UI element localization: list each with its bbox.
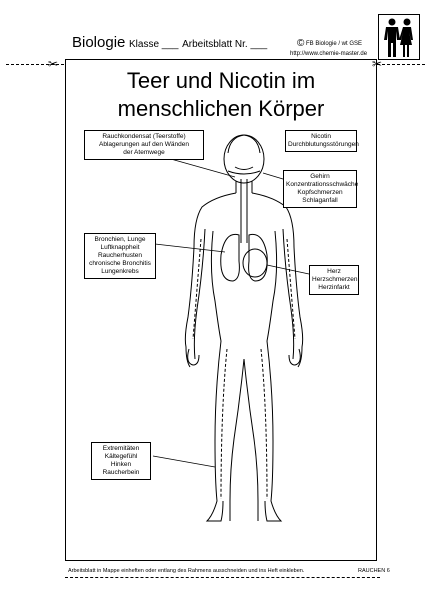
label-line: der Atemwege <box>123 149 165 156</box>
label-gehirn <box>283 170 357 208</box>
label-herz <box>309 265 359 295</box>
label-line: Konzentrationsschwäche <box>286 181 359 188</box>
label-heading: Gehirn <box>310 173 330 180</box>
label-line: Herzschmerzen <box>312 276 358 283</box>
label-extremitaeten <box>91 442 151 480</box>
header-title <box>72 34 267 51</box>
class-label: Klasse ___ <box>129 39 179 50</box>
label-bronchien <box>84 233 156 279</box>
label-rauchkondensat <box>84 130 204 160</box>
cut-line-right <box>377 64 425 65</box>
label-line: Luftknappheit <box>100 244 140 251</box>
footer-code: RAUCHEN 6 <box>358 568 390 574</box>
label-heading: Rauchkondensat (Teerstoffe) <box>102 133 186 140</box>
subject: Biologie <box>72 34 126 51</box>
people-pictogram-icon <box>378 14 420 60</box>
footer-instruction: Arbeitsblatt in Mappe einheften oder entlang des Rahmens ausschneiden und ins Heft einkleben. <box>68 568 305 574</box>
copyright-symbol: © <box>297 38 305 49</box>
label-line: chronische Bronchitis <box>89 260 151 267</box>
label-nicotin <box>285 130 357 152</box>
label-line: Raucherbein <box>102 469 140 476</box>
label-line: Hinken <box>110 461 132 468</box>
label-line: Raucherhusten <box>97 252 143 259</box>
label-line: Durchblutungsstörungen <box>288 141 359 148</box>
label-heading: Bronchien, Lunge <box>94 236 146 243</box>
scissors-icon: ✂ <box>48 57 59 71</box>
credit-url: http://www.chemie-master.de <box>290 51 368 57</box>
title-line-2: menschlichen Körper <box>117 96 325 121</box>
label-line: Kopfschmerzen <box>297 189 343 196</box>
cut-line-bottom <box>65 577 380 578</box>
label-line: Schlaganfall <box>302 197 338 204</box>
label-line: Lungenkrebs <box>101 268 139 275</box>
label-line: Ablagerungen auf den Wänden <box>99 141 189 148</box>
label-heading: Nicotin <box>311 133 331 140</box>
label-line: Kältegefühl <box>104 453 138 460</box>
label-heading: Herz <box>327 268 341 275</box>
label-heading: Extremitäten <box>102 445 140 452</box>
scissors-icon: ✂ <box>372 57 383 71</box>
sheet-label: Arbeitsblatt Nr. ___ <box>182 39 268 50</box>
title-line-1: Teer und Nicotin im <box>126 68 316 93</box>
credit-text: FB Biologie / wt GSE <box>306 41 363 47</box>
label-line: Herzinfarkt <box>318 284 350 291</box>
